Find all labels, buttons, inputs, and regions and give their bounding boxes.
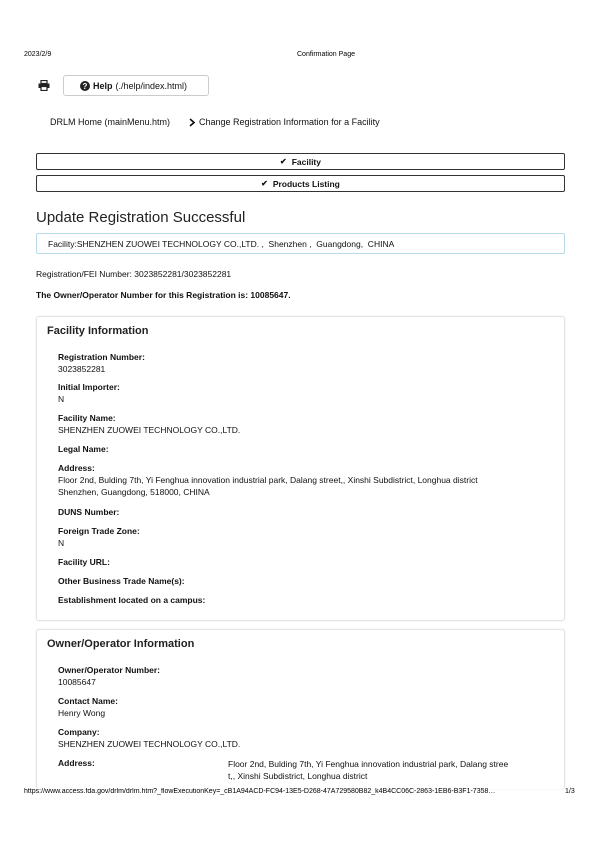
reg-number-value: 3023852281 xyxy=(58,364,106,374)
facility-summary-label: Facility: xyxy=(48,238,77,249)
print-footer-page: 1/3 xyxy=(565,788,575,795)
contact-name-label: Contact Name: xyxy=(58,696,118,706)
duns-label: DUNS Number: xyxy=(58,507,120,517)
owner-number-value: 10085647 xyxy=(58,677,96,687)
tab-products-listing[interactable] xyxy=(36,175,565,192)
owner-number-line: The Owner/Operator Number for this Registration is: 10085647. xyxy=(36,290,291,300)
reg-number-label: Registration Number: xyxy=(58,352,145,362)
tab-products-label: Products Listing xyxy=(272,178,340,189)
printer-icon[interactable] xyxy=(38,80,50,91)
ftz-value: N xyxy=(58,538,65,548)
address-line-1: Floor 2nd, Bulding 7th, Yi Fenghua innovation industrial park, Dalang street,, Xinshi Subdistrict, Longhua district xyxy=(58,475,478,485)
campus-label: Establishment located on a campus: xyxy=(58,595,206,605)
breadcrumb-current: Change Registration Information for a Facility xyxy=(199,117,380,127)
question-circle-icon xyxy=(80,81,90,91)
legal-name-label: Legal Name: xyxy=(58,444,109,454)
facility-url-label: Facility URL: xyxy=(58,557,110,567)
print-title: Confirmation Page xyxy=(297,51,355,58)
registration-fei: Registration/FEI Number: 3023852281/3023852281 xyxy=(36,269,232,279)
facility-summary-value: SHENZHEN ZUOWEI TECHNOLOGY CO.,LTD. , Shenzhen , Guangdong, CHINA xyxy=(76,238,395,249)
facility-name-label: Facility Name: xyxy=(58,413,116,423)
address-line-2: Shenzhen, Guangdong, 518000, CHINA xyxy=(58,487,210,497)
help-link[interactable]: (./help/index.html) xyxy=(115,80,188,91)
help-button[interactable] xyxy=(63,75,209,96)
chevron-right-icon xyxy=(189,118,195,127)
breadcrumb-home[interactable]: DRLM Home (mainMenu.htm) xyxy=(50,117,171,127)
importer-value: N xyxy=(58,394,65,404)
help-label: Help xyxy=(93,80,113,91)
facility-info-title: Facility Information xyxy=(47,325,149,337)
print-footer-url: https://www.access.fda.gov/drlm/drlm.htm?_flowExecutionKey=_cB1A94ACD-FC94-13E5-D268-47A729580B82_k4B4CC06C-2863-1EB6-B3F1-7358… xyxy=(24,788,496,795)
company-label: Company: xyxy=(58,727,100,737)
address-label: Address: xyxy=(58,463,95,473)
owner-address-line-2: t,, Xinshi Subdistrict, Longhua district xyxy=(228,771,368,781)
ftz-label: Foreign Trade Zone: xyxy=(58,526,140,536)
owner-address-line-1: Floor 2nd, Bulding 7th, Yi Fenghua innovation industrial park, Dalang stree xyxy=(228,759,509,769)
owner-number-label: Owner/Operator Number: xyxy=(58,665,161,675)
tab-facility[interactable] xyxy=(36,153,565,170)
owner-address-label: Address: xyxy=(58,758,95,768)
company-value: SHENZHEN ZUOWEI TECHNOLOGY CO.,LTD. xyxy=(58,739,241,749)
facility-name-value: SHENZHEN ZUOWEI TECHNOLOGY CO.,LTD. xyxy=(58,425,241,435)
importer-label: Initial Importer: xyxy=(58,382,120,392)
contact-name-value: Henry Wong xyxy=(58,708,106,718)
tab-facility-label: Facility xyxy=(291,156,321,167)
owner-info-title: Owner/Operator Information xyxy=(47,638,195,650)
svg-text:?: ? xyxy=(82,81,88,91)
other-names-label: Other Business Trade Name(s): xyxy=(58,576,185,586)
check-icon: ✔ xyxy=(280,157,287,166)
page-title: Update Registration Successful xyxy=(36,209,246,226)
facility-summary xyxy=(36,233,565,254)
check-icon: ✔ xyxy=(261,179,268,188)
print-date: 2023/2/9 xyxy=(24,51,52,58)
